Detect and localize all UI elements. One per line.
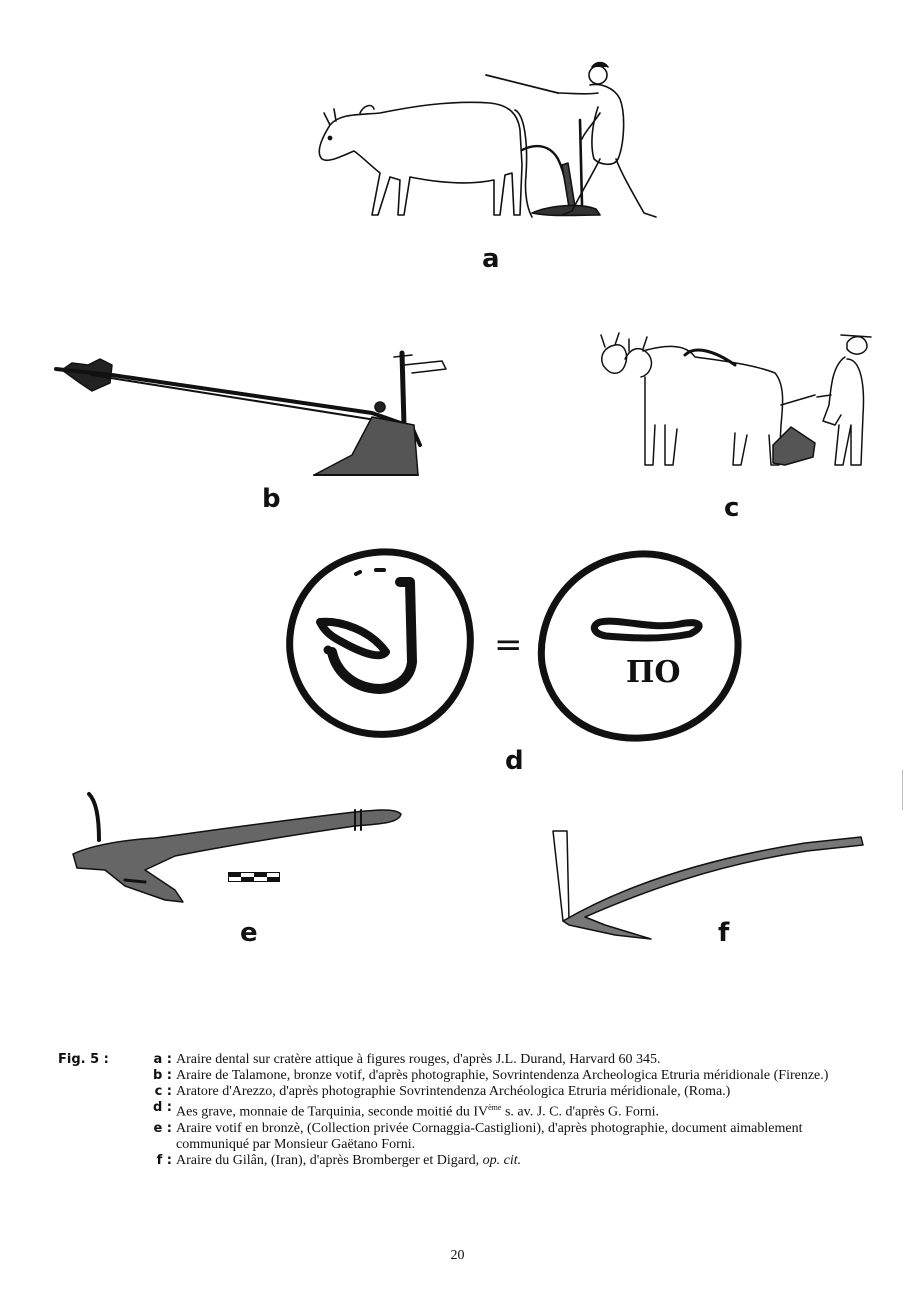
figure-e-label: e [240,918,258,948]
figure-d-label: d [505,746,524,776]
figure-c-drawing [585,325,875,485]
caption-text-b: Araire de Talamone, bronze votif, d'après photographie, Sovrintendenza Archeologica Etruria méridionale (Firenze.) [176,1068,829,1083]
caption-figure-label: Fig. 5 : [58,1052,109,1067]
figure-caption [58,1052,838,1169]
coin-inscription: ПО [626,655,681,690]
figure-f-label: f [718,918,730,948]
figure-d-coin-obverse [280,542,480,742]
caption-key-c: c : [154,1084,172,1099]
caption-entry-f [58,1153,838,1169]
caption-text-e: Araire votif en bronzè, (Collection privée Cornaggia-Castiglioni), d'après photographie, document aimablement communiqué par Monsieur Gaëtano Forni. [176,1120,803,1152]
caption-text-d-rest: s. av. J. C. d'après G. Forni. [501,1104,659,1120]
figure-f-drawing [545,825,867,948]
caption-key-d: d : [152,1100,172,1115]
caption-text-f-italic: op. cit. [482,1152,522,1168]
caption-text-f-main: Araire du Gilân, (Iran), d'après Bromberger et Digard, [176,1152,483,1168]
caption-text-d-main: Aes grave, monnaie de Tarquinia, seconde moitié du IV [176,1104,489,1120]
figure-b-label: b [262,484,281,514]
caption-entry-b [58,1068,838,1084]
figure-c-label: c [724,493,740,523]
caption-entry-a [58,1052,838,1068]
figure-d-coin-reverse [530,546,745,746]
caption-key-a: a : [153,1052,172,1067]
caption-key-f: f : [156,1152,172,1168]
caption-entry-d [58,1100,838,1121]
caption-text-d [176,1100,838,1121]
figure-a-label: a [482,244,500,274]
scan-edge-mark [902,770,903,810]
caption-text-a: Araire dental sur cratère attique à figures rouges, d'après J.L. Durand, Harvard 60 345. [176,1052,661,1067]
page-number: 20 [450,1248,465,1263]
scale-bar [228,872,280,882]
caption-entry-c [58,1084,838,1100]
caption-key-b: b : [152,1068,172,1083]
coin-equals-sign: = [494,625,523,665]
caption-entry-e [58,1121,838,1153]
caption-key-e: e : [153,1120,172,1136]
caption-text-d-superscript: ème [488,1103,502,1112]
figure-b-drawing [52,335,452,485]
figure-a-drawing [300,55,670,230]
caption-text-f [176,1153,838,1169]
caption-text-c: Aratore d'Arezzo, d'après photographie Sovrintendenza Archéologica Etruria méridionale, (Roma.) [176,1084,731,1099]
figure-e-drawing [65,790,410,915]
